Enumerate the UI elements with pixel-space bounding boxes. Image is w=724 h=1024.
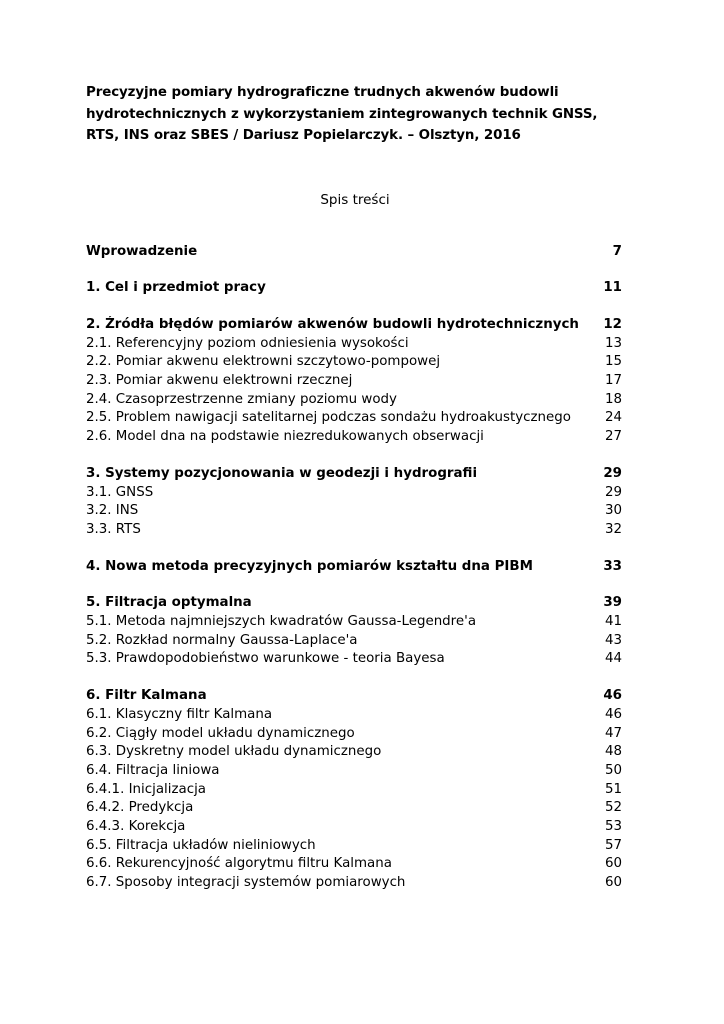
- toc-subsection-title: 6.4. Filtracja liniowa: [86, 762, 220, 778]
- toc-subsection-page: 57: [604, 837, 622, 853]
- toc-subsection-entry: [86, 428, 622, 447]
- toc-subsection-title: 3.2. INS: [86, 503, 139, 519]
- toc-chapter-page: 46: [603, 688, 622, 704]
- toc-chapter-entry: [86, 594, 622, 613]
- toc-chapter-title: 4. Nowa metoda precyzyjnych pomiarów kształtu dna PIBM: [86, 558, 533, 574]
- toc-chapter-page: 33: [603, 558, 622, 574]
- toc-subsection-entry: [86, 650, 622, 669]
- toc-chapter-entry: [86, 243, 622, 262]
- toc-subsection-page: 51: [604, 781, 622, 797]
- toc-chapter-entry: [86, 316, 622, 335]
- toc-subsection-title: 3.1. GNSS: [86, 484, 154, 500]
- toc-subsection-title: 2.3. Pomiar akwenu elektrowni rzecznej: [86, 373, 353, 389]
- toc-subsection-page: 52: [604, 800, 622, 816]
- toc-subsection-title: 6.5. Filtracja układów nieliniowych: [86, 837, 316, 853]
- toc-chapter-page: 11: [603, 280, 622, 296]
- toc-subsection-entry: [86, 781, 622, 800]
- toc-subsection-title: 6.4.3. Korekcja: [86, 819, 186, 835]
- toc-subsection-entry: [86, 372, 622, 391]
- document-page: [86, 82, 624, 911]
- toc-subsection-page: 27: [604, 429, 622, 445]
- toc-subsection-entry: [86, 502, 622, 521]
- toc-chapter-title: 5. Filtracja optymalna: [86, 595, 252, 611]
- table-of-contents: [86, 243, 622, 893]
- toc-subsection-page: 32: [604, 521, 622, 537]
- toc-subsection-page: 24: [604, 410, 622, 426]
- toc-subsection-title: 6.7. Sposoby integracji systemów pomiarowych: [86, 875, 406, 891]
- toc-section: [86, 558, 622, 577]
- toc-subsection-entry: [86, 391, 622, 410]
- toc-subsection-entry: [86, 799, 622, 818]
- toc-subsection-page: 13: [604, 335, 622, 351]
- toc-subsection-title: 5.3. Prawdopodobieństwo warunkowe - teoria Bayesa: [86, 651, 445, 667]
- toc-subsection-title: 2.4. Czasoprzestrzenne zmiany poziomu wody: [86, 391, 397, 407]
- toc-chapter-entry: [86, 558, 622, 577]
- toc-subsection-entry: [86, 818, 622, 837]
- toc-subsection-entry: [86, 613, 622, 632]
- toc-subsection-entry: [86, 837, 622, 856]
- toc-subsection-page: 43: [604, 632, 622, 648]
- toc-subsection-entry: [86, 521, 622, 540]
- toc-subsection-entry: [86, 762, 622, 781]
- document-title: Precyzyjne pomiary hydrograficzne trudnych akwenów budowli hydrotechnicznych z wykorzystaniem zintegrowanych technik GNSS, RTS, INS oraz SBES / Dariusz Popielarczyk. – Olsztyn, 2016: [86, 85, 598, 143]
- toc-subsection-page: 50: [604, 762, 622, 778]
- toc-subsection-title: 6.1. Klasyczny filtr Kalmana: [86, 706, 273, 722]
- toc-chapter-page: 7: [612, 243, 622, 259]
- toc-subsection-title: 6.6. Rekurencyjność algorytmu filtru Kalmana: [86, 856, 392, 872]
- toc-chapter-title: 1. Cel i przedmiot pracy: [86, 280, 266, 296]
- toc-section: [86, 594, 622, 669]
- toc-section: [86, 465, 622, 540]
- toc-subsection-title: 6.4.1. Inicjalizacja: [86, 781, 206, 797]
- toc-subsection-page: 60: [604, 875, 622, 891]
- toc-heading: Spis treści: [320, 191, 390, 208]
- toc-subsection-page: 41: [604, 614, 622, 630]
- toc-chapter-title: 2. Źródła błędów pomiarów akwenów budowli hydrotechnicznych: [86, 316, 579, 332]
- toc-subsection-entry: [86, 409, 622, 428]
- toc-subsection-title: 6.4.2. Predykcja: [86, 800, 194, 816]
- toc-subsection-title: 5.1. Metoda najmniejszych kwadratów Gaussa-Legendre'a: [86, 614, 477, 630]
- toc-subsection-entry: [86, 484, 622, 503]
- toc-section: [86, 316, 622, 447]
- toc-chapter-entry: [86, 279, 622, 298]
- toc-chapter-page: 39: [603, 595, 622, 611]
- toc-subsection-title: 2.1. Referencyjny poziom odniesienia wysokości: [86, 335, 409, 351]
- toc-subsection-page: 30: [604, 503, 622, 519]
- toc-subsection-page: 15: [604, 354, 622, 370]
- toc-section: [86, 687, 622, 893]
- toc-subsection-title: 2.2. Pomiar akwenu elektrowni szczytowo-pompowej: [86, 354, 441, 370]
- toc-subsection-entry: [86, 706, 622, 725]
- toc-subsection-title: 5.2. Rozkład normalny Gaussa-Laplace'a: [86, 632, 358, 648]
- toc-subsection-title: 3.3. RTS: [86, 521, 141, 537]
- toc-chapter-page: 12: [603, 316, 622, 332]
- toc-subsection-page: 47: [604, 725, 622, 741]
- toc-subsection-page: 17: [604, 373, 622, 389]
- toc-section: [86, 279, 622, 298]
- toc-section: [86, 243, 622, 262]
- toc-subsection-title: 2.6. Model dna na podstawie niezredukowanych obserwacji: [86, 429, 484, 445]
- toc-subsection-entry: [86, 855, 622, 874]
- toc-subsection-page: 60: [604, 856, 622, 872]
- toc-subsection-page: 53: [604, 819, 622, 835]
- toc-subsection-page: 29: [604, 484, 622, 500]
- toc-chapter-title: Wprowadzenie: [86, 243, 198, 259]
- toc-subsection-page: 46: [604, 706, 622, 722]
- toc-subsection-entry: [86, 632, 622, 651]
- toc-chapter-page: 29: [603, 465, 622, 481]
- toc-subsection-page: 18: [604, 391, 622, 407]
- toc-chapter-title: 6. Filtr Kalmana: [86, 688, 207, 704]
- toc-subsection-entry: [86, 335, 622, 354]
- toc-subsection-page: 44: [604, 651, 622, 667]
- toc-chapter-entry: [86, 465, 622, 484]
- toc-subsection-entry: [86, 725, 622, 744]
- toc-subsection-title: 2.5. Problem nawigacji satelitarnej podczas sondażu hydroakustycznego: [86, 410, 571, 426]
- toc-subsection-entry: [86, 874, 622, 893]
- toc-subsection-entry: [86, 743, 622, 762]
- toc-subsection-entry: [86, 353, 622, 372]
- toc-subsection-title: 6.3. Dyskretny model układu dynamicznego: [86, 744, 382, 760]
- toc-chapter-title: 3. Systemy pozycjonowania w geodezji i hydrografii: [86, 465, 478, 481]
- toc-subsection-title: 6.2. Ciągły model układu dynamicznego: [86, 725, 355, 741]
- toc-subsection-page: 48: [604, 744, 622, 760]
- toc-chapter-entry: [86, 687, 622, 706]
